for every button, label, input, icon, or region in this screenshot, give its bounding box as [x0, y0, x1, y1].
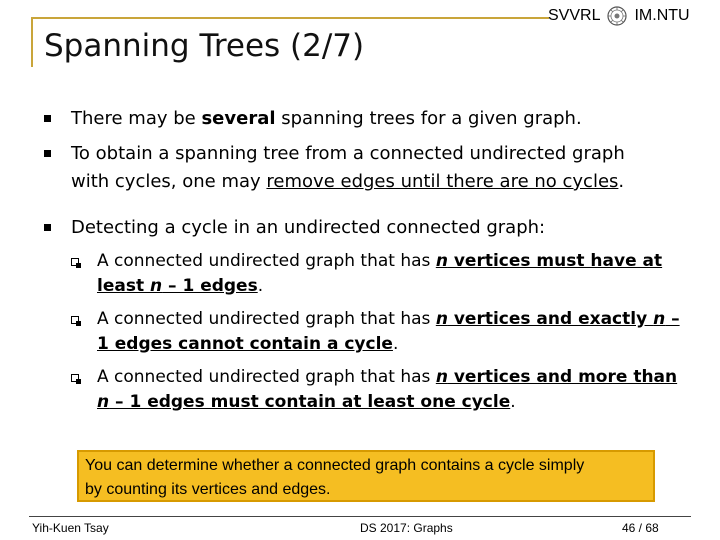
variable-n: n [150, 276, 163, 296]
callout-line-2: by counting its vertices and edges. [85, 481, 331, 498]
sub-bullet-2-line-1 [97, 307, 680, 331]
bold-segment: vertices and exactly [447, 309, 654, 329]
text-segment: A connected undirected graph that has [97, 309, 436, 329]
bold-segment: 1 edges cannot contain a cycle [97, 334, 393, 354]
bold-segment: least [97, 276, 150, 296]
sub-bullet-1-line-1 [97, 249, 662, 273]
bold-segment: – 1 edges [162, 276, 258, 296]
bold-segment: – [665, 309, 680, 329]
bold-segment: – 1 edges must contain at least one cycle [109, 392, 511, 412]
bullet-text-2-line-2 [71, 168, 624, 195]
header [548, 4, 690, 28]
title-frame-vertical [31, 17, 33, 67]
variable-n: n [653, 309, 666, 329]
header-left-text: SVVRL [548, 7, 601, 24]
variable-n: n [97, 392, 110, 412]
bold-segment: several [201, 108, 276, 129]
sub-bullet-marker [71, 316, 79, 324]
bullet-marker [44, 115, 51, 122]
text-segment: . [618, 171, 625, 192]
text-segment: There may be [71, 108, 202, 129]
bullet-text-3: Detecting a cycle in an undirected connected graph: [71, 217, 546, 238]
footer-course: DS 2017: Graphs [360, 521, 453, 535]
footer-page-number: 46 / 68 [622, 521, 659, 535]
slide-title: Spanning Trees (2/7) [44, 28, 365, 64]
underlined-segment: remove edges until there are no cycles [266, 171, 619, 192]
callout-line-1: You can determine whether a connected graph contains a cycle simply [85, 457, 585, 474]
sub-bullet-marker [71, 258, 79, 266]
title-frame-horizontal [31, 17, 549, 19]
bold-segment: vertices and more than [447, 367, 678, 387]
footer-author: Yih-Kuen Tsay [32, 521, 109, 535]
sub-bullet-1-line-2 [97, 274, 263, 298]
footer-divider [29, 516, 691, 517]
bullet-marker [44, 224, 51, 231]
variable-n: n [435, 367, 448, 387]
text-segment: spanning trees for a given graph. [275, 108, 582, 129]
sub-bullet-3-line-2 [97, 390, 516, 414]
bullet-text-2-line-1: To obtain a spanning tree from a connected undirected graph [71, 143, 625, 164]
text-segment: . [257, 276, 264, 296]
callout-box [77, 450, 655, 502]
bold-segment: vertices must have at [447, 251, 663, 271]
text-segment: A connected undirected graph that has [97, 367, 436, 387]
university-seal-icon [607, 6, 627, 26]
text-segment: with cycles, one may [71, 171, 267, 192]
text-segment: . [510, 392, 516, 412]
sub-bullet-marker [71, 374, 79, 382]
text-segment: A connected undirected graph that has [97, 251, 436, 271]
sub-bullet-2-line-2 [97, 332, 398, 356]
text-segment: . [392, 334, 399, 354]
variable-n: n [435, 309, 448, 329]
header-right-text: IM.NTU [634, 7, 690, 24]
variable-n: n [435, 251, 448, 271]
sub-bullet-3-line-1 [97, 365, 677, 389]
bullet-text-1 [71, 105, 582, 132]
bullet-marker [44, 150, 51, 157]
